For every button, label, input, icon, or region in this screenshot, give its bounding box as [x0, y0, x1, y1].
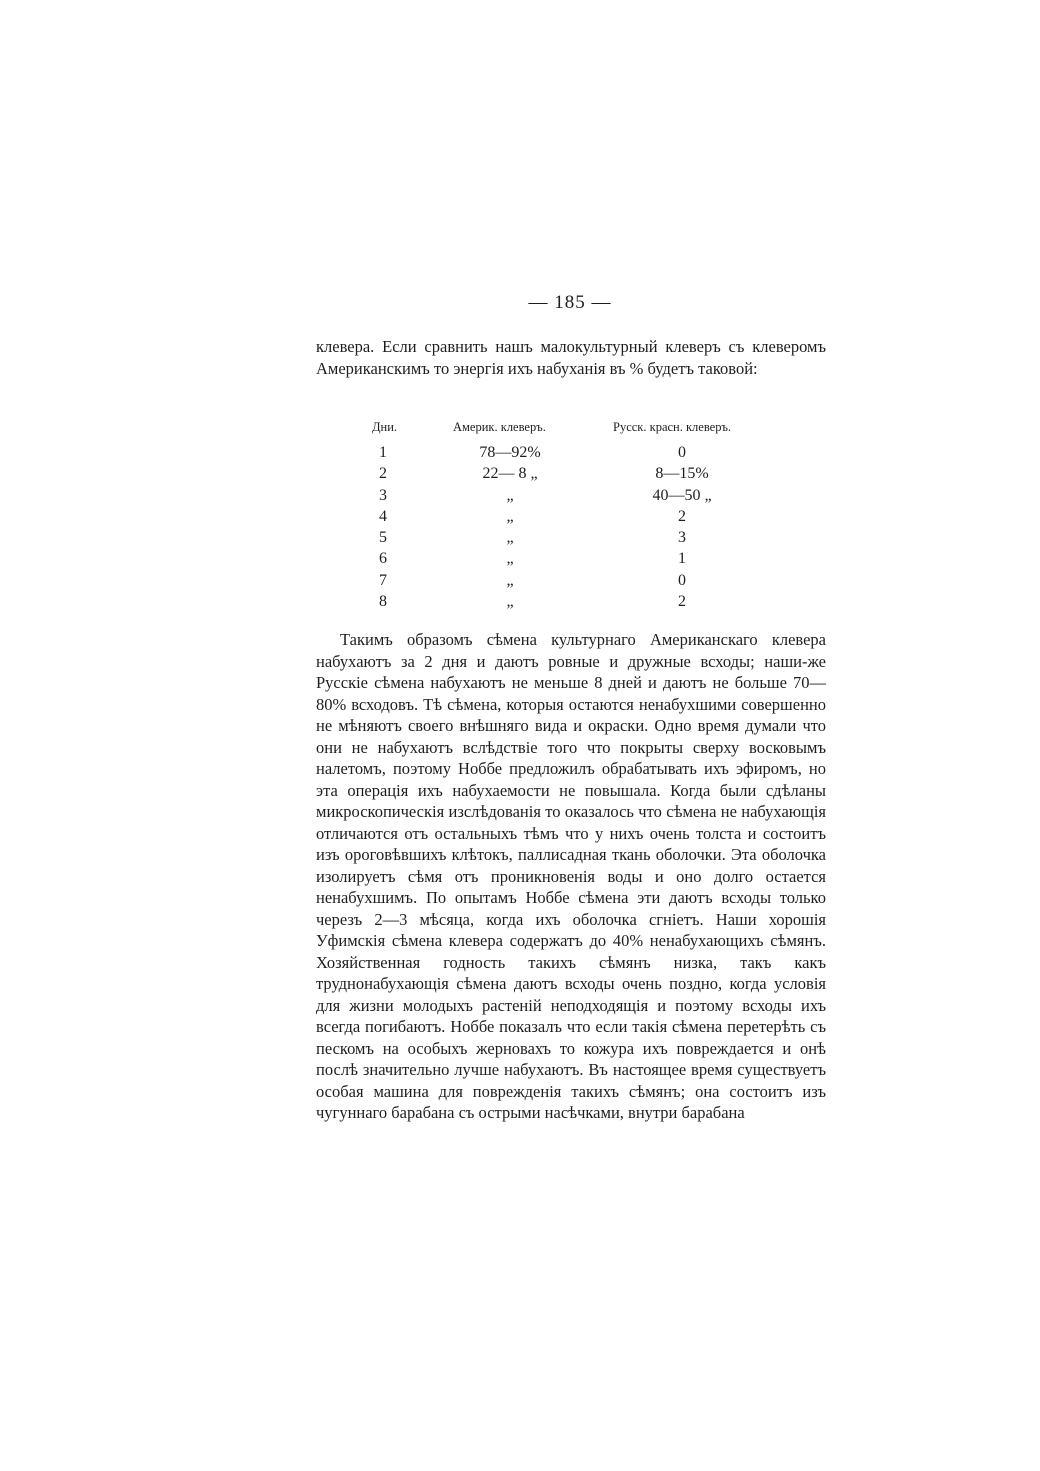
table-row [360, 572, 790, 593]
cell-day: 1 [379, 444, 387, 461]
cell-day: 7 [379, 571, 387, 589]
table-row [360, 465, 790, 486]
cell-day: 4 [379, 507, 387, 525]
table-row [360, 529, 790, 550]
cell-russian: 3 [678, 529, 686, 547]
header-american-clover: Америк. клеверъ. [453, 420, 546, 434]
header-days: Дни. [372, 420, 398, 434]
cell-russian: 0 [678, 571, 686, 589]
cell-day: 6 [379, 550, 387, 568]
cell-american: „ [506, 507, 514, 525]
cell-russian: 1 [678, 550, 686, 568]
cell-russian: 8—15% [655, 465, 709, 483]
table-row [360, 550, 790, 571]
cell-american: 22— 8 „ [482, 465, 538, 483]
swelling-table [360, 420, 790, 614]
cell-american: 78—92% [479, 444, 541, 461]
cell-american: „ [506, 571, 514, 589]
cell-day: 2 [379, 465, 387, 483]
table-row [360, 487, 790, 508]
cell-day: 8 [379, 593, 387, 611]
header-russian-clover: Русск. красн. клеверъ. [613, 420, 732, 434]
page-number: — 185 — [528, 292, 612, 313]
cell-american: „ [506, 550, 514, 568]
table-row [360, 593, 790, 614]
table-row [360, 508, 790, 529]
main-paragraph: Такимъ образомъ сѣмена культурнаго Американскаго клевера набухаютъ за 2 дня и даютъ ровные и дружные всходы; наши-же Русскіе сѣмена набухаютъ не меньше 8 дней и даютъ не больше 70—80% всходовъ. Тѣ сѣмена, которыя остаются ненабухшими совершенно не мѣняютъ своего внѣшняго вида и окраски. Одно время думали что они не набухаютъ вслѣдствіе того что покрыты сверху восковымъ налетомъ, поэтому Ноббе предложилъ обрабатывать ихъ эфиромъ, но эта операція ихъ набухаемости не повышала. Когда были сдѣланы микроскопическія изслѣдованія то оказалось что сѣмена не набухающія отличаются отъ остальныхъ тѣмъ что у нихъ очень толста и состоитъ изъ ороговѣвшихъ клѣтокъ, паллисадная ткань оболочки. Эта оболочка изолируетъ сѣмя отъ проникновенія воды и оно долго остается ненабухшимъ. По опытамъ Ноббе сѣмена эти даютъ всходы только черезъ 2—3 мѣсяца, когда ихъ оболочка сгніетъ. Наши хорошія Уфимскія сѣмена клевера содержатъ до 40% ненабухающихъ сѣмянъ. Хозяйственная годность такихъ сѣмянъ низка, такъ какъ труднонабухающія сѣмена даютъ всходы очень поздно, когда условія для жизни молодыхъ растеній неподходящія и поэтому всходы ихъ всегда погибаютъ. Ноббе показалъ что если такія сѣмена перетерѣть съ пескомъ на особыхъ жерновахъ то кожура ихъ повреждается и онѣ послѣ значительно лучше набухаютъ. Въ настоящее время существуетъ особая машина для поврежденія такихъ сѣмянъ; она состоитъ изъ чугуннаго барабана съ острыми насѣчками, внутри барабана [316, 630, 826, 1122]
cell-russian: 40—50 „ [652, 486, 712, 504]
intro-paragraph: клевера. Если сравнить нашъ малокультурный клеверъ съ клеверомъ Американскимъ то энергія ихъ набуханія въ % будетъ таковой: [316, 337, 826, 378]
cell-american: „ [506, 529, 514, 547]
cell-american: „ [506, 486, 514, 504]
table-row [360, 444, 790, 465]
cell-russian: 0 [678, 444, 686, 461]
cell-day: 5 [379, 529, 387, 547]
cell-american: „ [506, 593, 514, 611]
cell-russian: 2 [678, 593, 686, 611]
table-header [360, 420, 790, 444]
cell-day: 3 [379, 486, 387, 504]
cell-russian: 2 [678, 507, 686, 525]
